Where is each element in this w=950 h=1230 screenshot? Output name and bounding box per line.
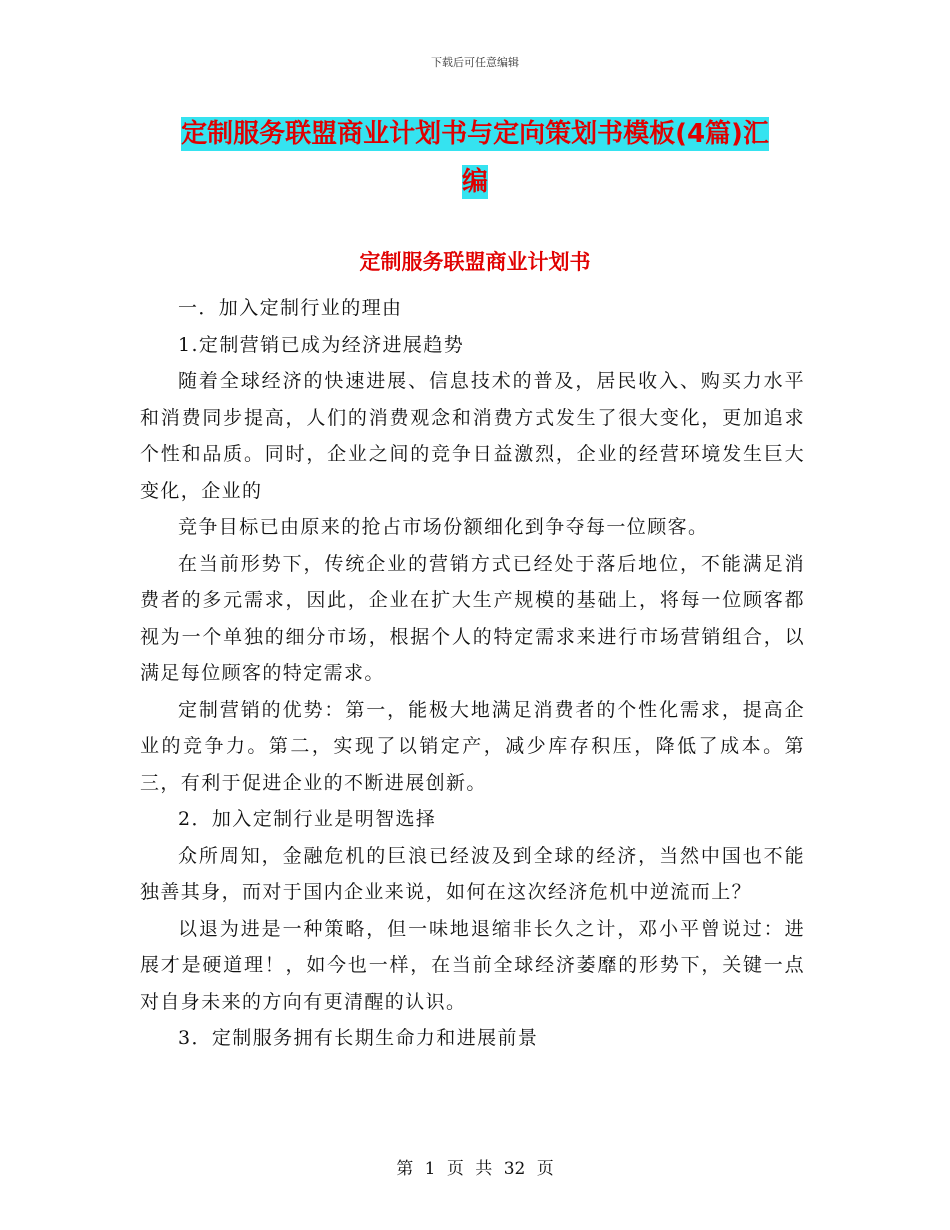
paragraph: 一．加入定制行业的理由 [178, 297, 403, 319]
paragraph: 2．加入定制行业是明智选择 [178, 808, 437, 830]
document-title [140, 110, 810, 206]
document-body [140, 290, 805, 1057]
title-line-2: 编 [461, 167, 488, 197]
title-line-1: 定制服务联盟商业计划书与定向策划书模板(4篇)汇 [181, 119, 769, 149]
header-note: 下载后可任意编辑 [431, 56, 519, 69]
paragraph: 以退为进是一种策略，但一味地退缩非长久之计，邓小平曾说过：进展才是硬道理！，如今也一样，在当前全球经济萎靡的形势下，关键一点对自身未来的方向有更清醒的认识。 [140, 917, 805, 1013]
section-title: 定制服务联盟商业计划书 [359, 250, 591, 274]
paragraph: 竞争目标已由原来的抢占市场份额细化到争夺每一位顾客。 [178, 516, 709, 538]
page-footer: 第 1 页 共 32 页 [396, 1159, 554, 1179]
paragraph: 1.定制营销已成为经济进展趋势 [178, 333, 465, 356]
paragraph: 随着全球经济的快速进展、信息技术的普及，居民收入、购买力水平和消费同步提高，人们的消费观念和消费方式发生了很大变化，更加追求个性和品质。同时，企业之间的竞争日益激烈，企业的经营环境发生巨大变化，企业的 [140, 370, 805, 502]
paragraph: 定制营销的优势：第一，能极大地满足消费者的个性化需求，提高企业的竞争力。第二，实现了以销定产，减少库存积压，降低了成本。第三，有利于促进企业的不断进展创新。 [140, 698, 805, 794]
paragraph: 3．定制服务拥有长期生命力和进展前景 [178, 1027, 539, 1049]
paragraph: 众所周知，金融危机的巨浪已经波及到全球的经济，当然中国也不能独善其身，而对于国内企业来说，如何在这次经济危机中逆流而上？ [140, 844, 805, 903]
paragraph: 在当前形势下，传统企业的营销方式已经处于落后地位，不能满足消费者的多元需求，因此，企业在扩大生产规模的基础上，将每一位顾客都视为一个单独的细分市场，根据个人的特定需求来进行市场营销组合，以满足每位顾客的特定需求。 [140, 552, 805, 684]
